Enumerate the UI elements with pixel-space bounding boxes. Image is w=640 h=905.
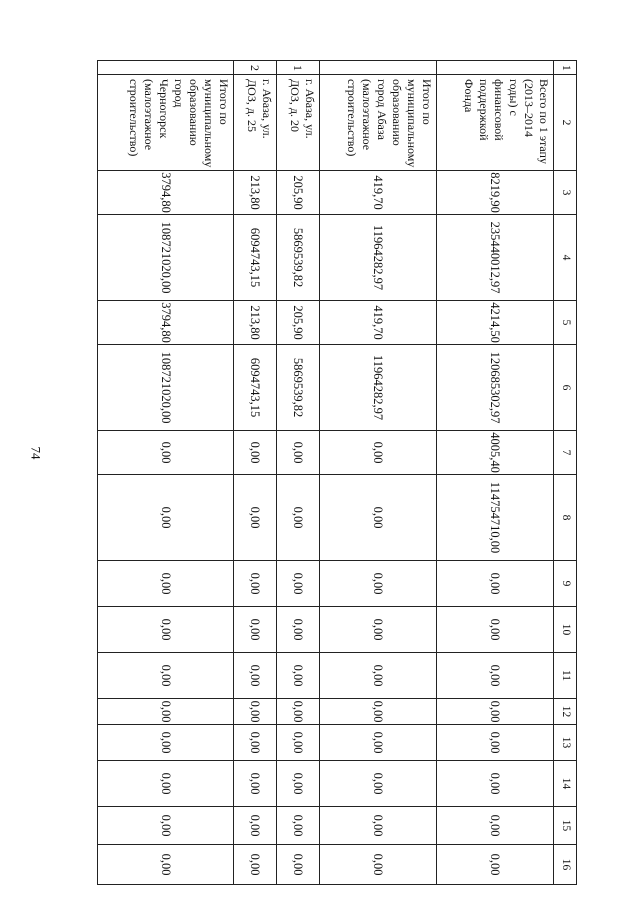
header-cell: 5 (554, 301, 577, 345)
table-cell: 0,00 (436, 725, 553, 761)
row-name: Итого по муниципальному образованию город Черногорск (малоэтажное строительство) (98, 75, 234, 171)
table-cell: 0,00 (98, 607, 234, 653)
table-cell: 419,70 (319, 171, 436, 215)
table-cell: 0,00 (98, 807, 234, 845)
table-cell: 4005,40 (436, 431, 553, 475)
table-cell: 0,00 (276, 761, 319, 807)
table-cell: 0,00 (276, 607, 319, 653)
table-cell: 6094743,15 (233, 215, 276, 301)
table-cell: 0,00 (98, 699, 234, 725)
table-cell: 6094743,15 (233, 345, 276, 431)
table-cell: 0,00 (233, 699, 276, 725)
header-cell: 3 (554, 171, 577, 215)
table-cell: 0,00 (436, 653, 553, 699)
table-cell: 0,00 (436, 699, 553, 725)
row-name: г. Абаза, ул. ДОЗ, д. 20 (276, 75, 319, 171)
row-number: 1 (276, 61, 319, 75)
table-cell: 8219,90 (436, 171, 553, 215)
header-row (554, 61, 577, 885)
header-cell: 1 (554, 61, 577, 75)
table-cell: 0,00 (319, 807, 436, 845)
table-cell: 0,00 (98, 653, 234, 699)
row-number: 2 (233, 61, 276, 75)
table-cell: 0,00 (276, 561, 319, 607)
data-table (97, 60, 577, 885)
table-row (98, 61, 234, 885)
table-cell: 0,00 (233, 761, 276, 807)
table-cell: 5869539,82 (276, 215, 319, 301)
table-cell: 0,00 (436, 561, 553, 607)
table-cell: 0,00 (233, 431, 276, 475)
table-row (276, 61, 319, 885)
row-number (98, 61, 234, 75)
table-cell: 0,00 (319, 475, 436, 561)
table-cell: 0,00 (233, 561, 276, 607)
header-cell: 13 (554, 725, 577, 761)
table-cell: 0,00 (436, 807, 553, 845)
table-cell: 0,00 (319, 653, 436, 699)
table-cell: 0,00 (98, 845, 234, 885)
table-cell: 213,80 (233, 171, 276, 215)
table-cell: 0,00 (319, 725, 436, 761)
table-cell: 0,00 (276, 699, 319, 725)
table-cell: 0,00 (98, 475, 234, 561)
table-cell: 120685302,97 (436, 345, 553, 431)
header-cell: 14 (554, 761, 577, 807)
header-cell: 12 (554, 699, 577, 725)
table-cell: 0,00 (319, 761, 436, 807)
row-name: Всего по 1 этапу (2013–2014 годы) с финансовой поддержкой Фонда (436, 75, 553, 171)
table-cell: 0,00 (276, 807, 319, 845)
table-cell: 0,00 (233, 845, 276, 885)
row-name: г. Абаза, ул. ДОЗ, д. 25 (233, 75, 276, 171)
page-number: 74 (28, 446, 44, 460)
rotated-table-container (97, 60, 577, 876)
table-cell: 0,00 (436, 761, 553, 807)
table-cell: 0,00 (276, 431, 319, 475)
table-cell: 114754710,00 (436, 475, 553, 561)
table-cell: 108721020,00 (98, 345, 234, 431)
header-cell: 15 (554, 807, 577, 845)
table-cell: 0,00 (233, 807, 276, 845)
table-cell: 4214,50 (436, 301, 553, 345)
table-cell: 0,00 (276, 845, 319, 885)
table-cell: 419,70 (319, 301, 436, 345)
table-cell: 5869539,82 (276, 345, 319, 431)
table-cell: 0,00 (319, 699, 436, 725)
header-cell: 10 (554, 607, 577, 653)
header-cell: 2 (554, 75, 577, 171)
header-cell: 16 (554, 845, 577, 885)
header-cell: 9 (554, 561, 577, 607)
row-number (436, 61, 553, 75)
row-number (319, 61, 436, 75)
table-cell: 0,00 (98, 725, 234, 761)
table-cell: 205,90 (276, 301, 319, 345)
table-cell: 0,00 (436, 607, 553, 653)
table-cell: 0,00 (276, 725, 319, 761)
row-name: Итого по муниципальному образованию город Абаза (малоэтажное строительство) (319, 75, 436, 171)
table-cell: 0,00 (233, 475, 276, 561)
table-cell: 0,00 (98, 761, 234, 807)
table-cell: 3794,80 (98, 171, 234, 215)
table-cell: 213,80 (233, 301, 276, 345)
table-cell: 0,00 (233, 725, 276, 761)
header-cell: 6 (554, 345, 577, 431)
table-row (233, 61, 276, 885)
header-cell: 4 (554, 215, 577, 301)
table-cell: 205,90 (276, 171, 319, 215)
table-cell: 0,00 (276, 653, 319, 699)
table-cell: 0,00 (233, 653, 276, 699)
table-cell: 0,00 (98, 561, 234, 607)
table-cell: 0,00 (276, 475, 319, 561)
table-row (319, 61, 436, 885)
table-cell: 0,00 (98, 431, 234, 475)
table-cell: 3794,80 (98, 301, 234, 345)
table-cell: 0,00 (233, 607, 276, 653)
header-cell: 7 (554, 431, 577, 475)
table-cell: 0,00 (319, 561, 436, 607)
table-cell: 108721020,00 (98, 215, 234, 301)
table-cell: 11964282,97 (319, 215, 436, 301)
table-cell: 235440012,97 (436, 215, 553, 301)
table-cell: 0,00 (319, 607, 436, 653)
table-cell: 0,00 (436, 845, 553, 885)
header-cell: 8 (554, 475, 577, 561)
table-cell: 0,00 (319, 431, 436, 475)
header-cell: 11 (554, 653, 577, 699)
table-row (436, 61, 553, 885)
table-cell: 11964282,97 (319, 345, 436, 431)
table-cell: 0,00 (319, 845, 436, 885)
